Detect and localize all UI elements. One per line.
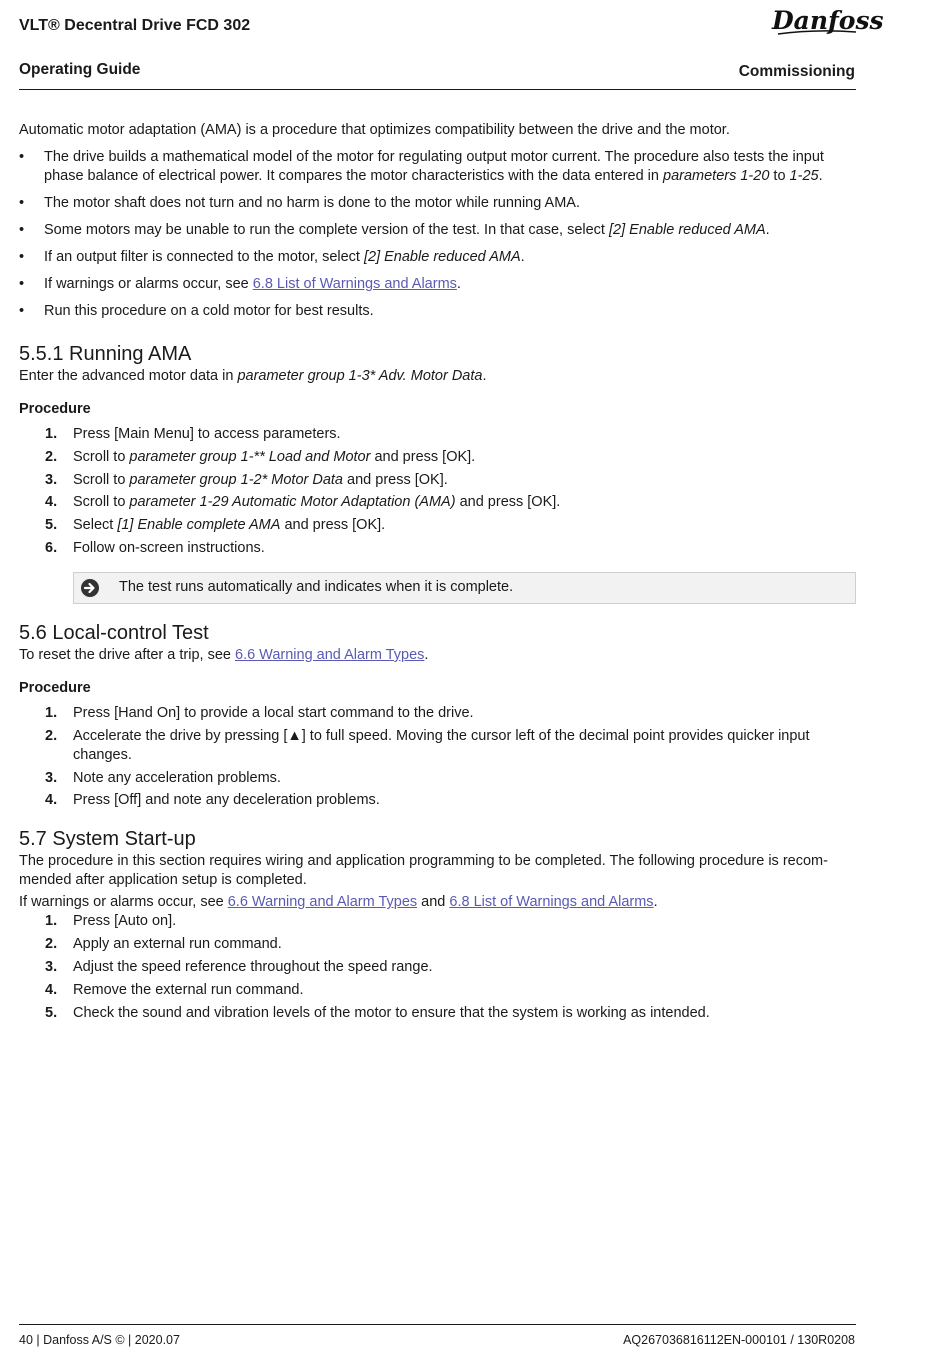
note-text: The test runs automatically and indicates when it is complete. — [119, 579, 514, 596]
list-item: • The motor shaft does not turn and no harm is done to the motor while running AMA. — [19, 194, 856, 213]
link-warning-alarm-types[interactable]: 6.6 Warning and Alarm Types — [235, 646, 425, 663]
procedure-label: Procedure — [19, 401, 91, 417]
heading-running-ama: 5.5.1 Running AMA — [19, 343, 192, 365]
list-item: 1. Press [Main Menu] to access parameters. — [45, 426, 341, 442]
heading-local-control-test: 5.6 Local-control Test — [19, 621, 209, 644]
link-warnings-alarms-list[interactable]: 6.8 List of Warnings and Alarms — [252, 276, 457, 292]
list-item: • Some motors may be unable to run the complete version of the test. In that case, select [2] Enable reduced AMA. — [19, 221, 856, 240]
list-item: • If an output filter is connected to the motor, select [2] Enable reduced AMA. — [19, 248, 856, 267]
startup-steps — [19, 912, 856, 1022]
arrow-right-circle-icon — [80, 578, 100, 598]
result-note — [73, 572, 856, 604]
list-item: 6. Follow on-screen instructions. — [45, 539, 265, 556]
page-content — [19, 121, 856, 1026]
heading-system-startup: 5.7 System Start-up — [19, 828, 196, 851]
danfoss-logo — [770, 3, 884, 39]
document-title: VLT® Decentral Drive FCD 302 — [19, 17, 251, 34]
list-item: 5. Select [1] Enable complete AMA and press [OK]. — [45, 517, 386, 534]
intro-paragraph: Automatic motor adaptation (AMA) is a procedure that optimizes compatibility between the drive and the motor. — [19, 122, 730, 138]
local-control-intro: To reset the drive after a trip, see 6.6 Warning and Alarm Types. — [19, 646, 429, 663]
list-item: • If warnings or alarms occur, see 6.8 List of Warnings and Alarms. — [19, 275, 856, 294]
footer-doc-id: AQ267036816112EN-000101 / 130R0208 — [623, 1333, 855, 1347]
list-item: • The drive builds a mathematical model of the motor for regulating output motor current. The procedure also tests the input phase balance of electrical power. It compares the motor characteristics with the data entered in parameters 1-20 to 1-25. — [19, 148, 856, 186]
document-subtitle: Operating Guide — [19, 61, 141, 78]
list-item: • Run this procedure on a cold motor for best results. — [19, 302, 856, 321]
list-item: 2. Apply an external run command. — [45, 936, 282, 953]
header-rule — [19, 89, 856, 90]
ama-bullet-list — [19, 148, 856, 321]
list-item: 1. Press [Auto on]. — [45, 913, 177, 930]
procedure-label: Procedure — [19, 679, 91, 696]
list-item: 5. Check the sound and vibration levels of the motor to ensure that the system is working as intended. — [45, 1004, 710, 1021]
list-item: 4. Remove the external run command. — [45, 981, 304, 998]
startup-warnings-paragraph: If warnings or alarms occur, see 6.6 Warning and Alarm Types and 6.8 List of Warnings and Alarms. — [19, 894, 658, 911]
link-warnings-alarms-list[interactable]: 6.8 List of Warnings and Alarms — [449, 894, 654, 911]
list-item: 4. Press [Off] and note any deceleration problems. — [45, 792, 380, 809]
local-control-steps — [19, 704, 856, 810]
list-item: 4. Scroll to parameter 1-29 Automatic Motor Adaptation (AMA) and press [OK]. — [45, 494, 561, 511]
startup-paragraph: The procedure in this section requires wiring and application programming to be completed. The following procedure is recom-mended after application setup is completed. — [19, 853, 828, 889]
list-item: 3. Note any acceleration problems. — [45, 769, 281, 786]
logo-text: Danfoss — [772, 6, 884, 35]
link-warning-alarm-types[interactable]: 6.6 Warning and Alarm Types — [227, 894, 418, 911]
list-item: 2. Accelerate the drive by pressing [▲] to full speed. Moving the cursor left of the decimal point provides quicker input changes. — [45, 727, 810, 763]
running-ama-intro: Enter the advanced motor data in parameter group 1-3* Adv. Motor Data. — [19, 368, 487, 384]
list-item: 1. Press [Hand On] to provide a local start command to the drive. — [45, 704, 474, 721]
ama-steps — [19, 425, 856, 558]
list-item: 3. Adjust the speed reference throughout the speed range. — [45, 958, 433, 975]
footer-rule — [19, 1324, 856, 1325]
list-item: 3. Scroll to parameter group 1-2* Motor Data and press [OK]. — [45, 471, 448, 488]
footer-page-info: 40 | Danfoss A/S © | 2020.07 — [19, 1333, 180, 1347]
list-item: 2. Scroll to parameter group 1-** Load and Motor and press [OK]. — [45, 448, 476, 465]
section-label: Commissioning — [738, 63, 855, 80]
